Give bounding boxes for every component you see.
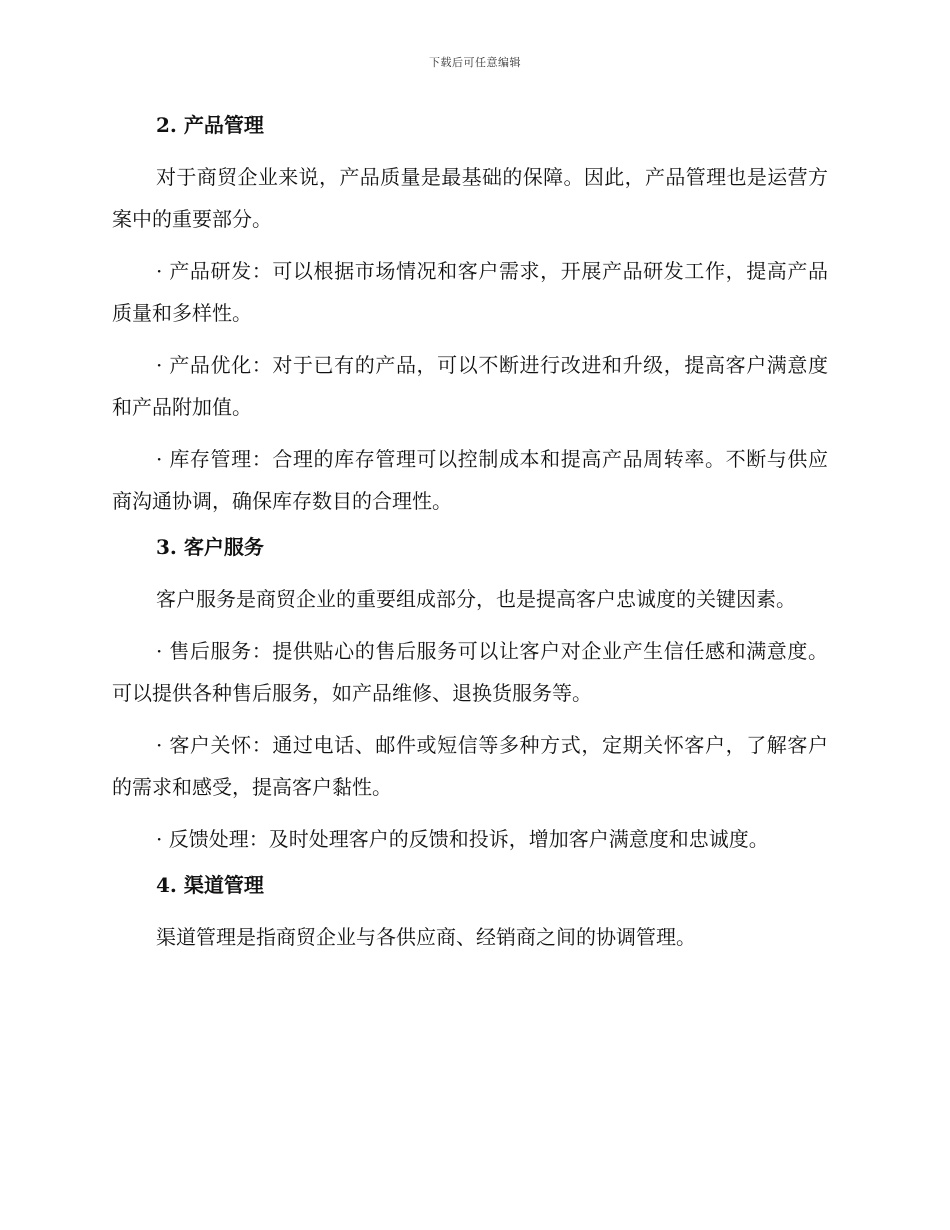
section-intro-channel: 渠道管理是指商贸企业与各供应商、经销商之间的协调管理。 xyxy=(156,925,696,949)
document-body xyxy=(112,110,828,968)
bullet-feedback-handling: · 反馈处理：及时处理客户的反馈和投诉，增加客户满意度和忠诚度。 xyxy=(156,827,769,851)
page-header-note: 下载后可任意编辑 xyxy=(429,56,521,69)
bullet-after-sales: · 售后服务：提供贴心的售后服务可以让客户对企业产生信任感和满意度。可以提供各种售后服务，如产品维修、退换货服务等。 xyxy=(112,639,828,705)
bullet-product-research: · 产品研发：可以根据市场情况和客户需求，开展产品研发工作，提高产品质量和多样性。 xyxy=(112,259,828,325)
section-heading-product: 2. 产品管理 xyxy=(156,113,264,137)
section-intro-service: 客户服务是商贸企业的重要组成部分，也是提高客户忠诚度的关键因素。 xyxy=(156,587,796,611)
bullet-product-optimization: · 产品优化：对于已有的产品，可以不断进行改进和升级，提高客户满意度和产品附加值。 xyxy=(112,353,828,419)
bullet-customer-care: · 客户关怀：通过电话、邮件或短信等多种方式，定期关怀客户，了解客户的需求和感受，提高客户黏性。 xyxy=(112,733,828,799)
bullet-inventory-management: · 库存管理：合理的库存管理可以控制成本和提高产品周转率。不断与供应商沟通协调，确保库存数目的合理性。 xyxy=(112,447,828,513)
section-heading-service: 3. 客户服务 xyxy=(156,535,264,559)
section-intro-product: 对于商贸企业来说，产品质量是最基础的保障。因此，产品管理也是运营方案中的重要部分。 xyxy=(112,165,828,231)
section-heading-channel: 4. 渠道管理 xyxy=(156,873,264,897)
